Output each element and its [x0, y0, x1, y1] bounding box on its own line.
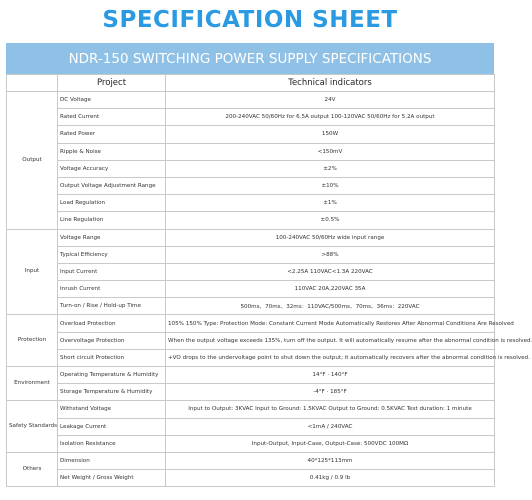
spec-item-label: Withstand Voltage — [58, 401, 166, 418]
table-row — [7, 367, 495, 384]
table-row — [7, 246, 495, 263]
spec-item-value: 500ms、70ms、32ms：110VAC/500ms、70ms、36ms：220VAC — [166, 298, 495, 315]
spec-item-label: Load Regulation — [58, 195, 166, 212]
spec-table-body — [7, 92, 532, 487]
spec-item-label: Overvoltage Protection — [58, 332, 166, 349]
spec-item-value: ±0.5% — [166, 212, 495, 229]
spec-item-label: Voltage Accuracy — [58, 160, 166, 177]
spec-item-value: <1mA / 240VAC — [166, 418, 495, 435]
spec-item-label: Voltage Range — [58, 229, 166, 246]
spec-item-label: Input Current — [58, 263, 166, 280]
table-row — [7, 177, 495, 194]
spec-item-value: 150W — [166, 126, 495, 143]
table-row — [7, 298, 495, 315]
spec-item-value: ±1% — [166, 195, 495, 212]
spec-item-label: Inrush Current — [58, 281, 166, 298]
spec-item-value: 40*125*113mm — [166, 452, 495, 469]
spec-item-label: Leakage Current — [58, 418, 166, 435]
header-project: Project — [58, 75, 166, 92]
table-row — [7, 126, 495, 143]
spec-item-label: Line Regulation — [58, 212, 166, 229]
spec-item-value: 24V — [166, 92, 495, 109]
section-category: Output — [7, 92, 58, 230]
table-row — [7, 384, 495, 401]
table-row — [7, 263, 495, 280]
spec-item-label: Isolation Resistance — [58, 435, 166, 452]
table-row — [7, 452, 495, 469]
table-title-banner: NDR-150 SWITCHING POWER SUPPLY SPECIFICATIONS — [6, 43, 494, 74]
spec-item-label: DC Voltage — [58, 92, 166, 109]
header-technical-indicators: Technical indicators — [166, 75, 495, 92]
table-row — [7, 160, 495, 177]
table-row — [7, 281, 495, 298]
spec-item-label: Rated Current — [58, 109, 166, 126]
spec-item-value: 105% 150% Type: Protection Mode: Constant Current Mode Automatically Restores After Abnormal Conditions Are Resolved — [166, 315, 495, 332]
section-category: Environment — [7, 367, 58, 401]
table-row — [7, 349, 495, 366]
table-row — [7, 315, 495, 332]
spec-item-label: Ripple & Noise — [58, 143, 166, 160]
page-title: SPECIFICATION SHEET — [102, 7, 398, 33]
spec-item-value: ±10% — [166, 177, 495, 194]
table-row — [7, 470, 495, 487]
spec-item-value: 200-240VAC 50/60Hz for 6.5A output 100-120VAC 50/60Hz for 5.2A output — [166, 109, 495, 126]
table-row — [7, 109, 495, 126]
table-row — [7, 401, 495, 418]
table-row — [7, 212, 495, 229]
spec-item-value: Input to Output: 3KVAC Input to Ground: 1.5KVAC Output to Ground: 0.5KVAC Test duration: 1 minute — [166, 401, 495, 418]
spec-item-value: +VO drops to the undervoltage point to shut down the output; it automatically recovers after the abnormal condition is resolved. — [166, 349, 495, 366]
spec-item-value: When the output voltage exceeds 135%, turn off the output. It will automatically resume after the abnormal condition is resolved. — [166, 332, 495, 349]
spec-item-label: Typical Efficiency — [58, 246, 166, 263]
spec-item-value: 100-240VAC 50/60Hz wide input range — [166, 229, 495, 246]
spec-table — [6, 74, 532, 487]
spec-item-label: Dimension — [58, 452, 166, 469]
table-row — [7, 143, 495, 160]
header-category — [7, 75, 58, 92]
spec-item-label: Net Weight / Gross Weight — [58, 470, 166, 487]
spec-item-label: Output Voltage Adjustment Range — [58, 177, 166, 194]
table-row — [7, 332, 495, 349]
spec-item-value: 0.41kg / 0.9 lb — [166, 470, 495, 487]
table-header-row — [7, 75, 495, 92]
spec-item-value: -4°F · 185°F — [166, 384, 495, 401]
spec-item-value: >88% — [166, 246, 495, 263]
table-row — [7, 418, 495, 435]
spec-item-label: Storage Temperature & Humidity — [58, 384, 166, 401]
section-category: Others — [7, 452, 58, 486]
table-row — [7, 229, 495, 246]
section-category: Safety Standards — [7, 401, 58, 453]
table-row — [7, 92, 495, 109]
table-row — [7, 435, 495, 452]
spec-item-value: <2.25A 110VAC<1.3A 220VAC — [166, 263, 495, 280]
table-row — [7, 195, 495, 212]
section-category: Protection — [7, 315, 58, 367]
spec-item-value: Input-Output, Input-Case, Output-Case: 500VDC 100MΩ — [166, 435, 495, 452]
spec-item-label: Rated Power — [58, 126, 166, 143]
spec-item-label: Turn-on / Rise / Hold-up Time — [58, 298, 166, 315]
spec-item-label: Operating Temperature & Humidity — [58, 367, 166, 384]
spec-item-value: <150mV — [166, 143, 495, 160]
section-category: Input — [7, 229, 58, 315]
spec-item-value: ±2% — [166, 160, 495, 177]
spec-item-value: 14°F · 140°F — [166, 367, 495, 384]
spec-item-label: Short circuit Protection — [58, 349, 166, 366]
spec-item-label: Overload Protection — [58, 315, 166, 332]
spec-item-value: 110VAC 20A,220VAC 35A — [166, 281, 495, 298]
